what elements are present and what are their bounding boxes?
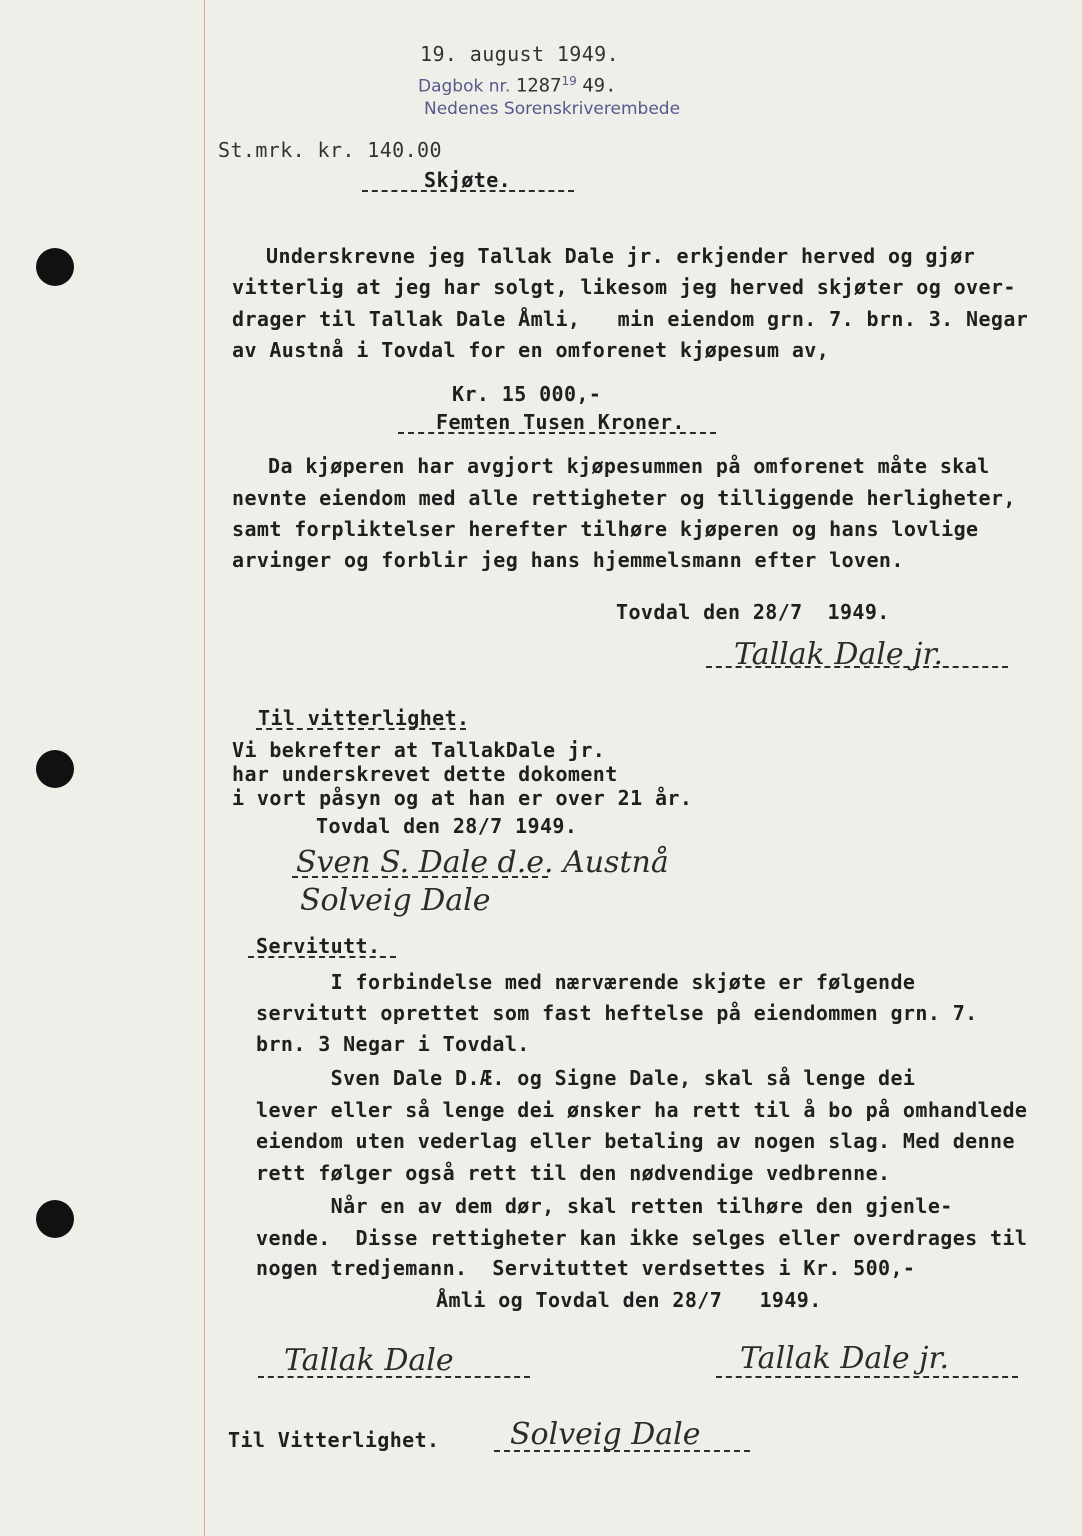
journal-year: 49. <box>582 74 617 97</box>
servitude-line7: rett følger også rett til den nødvendige vedbrenne. <box>256 1161 891 1185</box>
document-title: Skjøte. <box>424 168 512 192</box>
witness-heading-underline <box>256 728 466 730</box>
journal-number: 1287 <box>515 74 562 97</box>
witness-heading: Til vitterlighet. <box>258 706 470 730</box>
witness-signature-1-line <box>292 876 548 878</box>
place-date-1: Tovdal den 28/7 1949. <box>616 600 890 624</box>
servitude-heading: Servitutt. <box>256 934 381 958</box>
place-date-3: Åmli og Tovdal den 28/7 1949. <box>436 1288 822 1312</box>
body1-line2: vitterlig at jeg har solgt, likesom jeg herved skjøter og over- <box>232 275 1016 299</box>
servitude-line6: eiendom uten vederlag eller betaling av nogen slag. Med denne <box>256 1129 1015 1153</box>
witness-signature-2: Solveig Dale <box>300 883 491 918</box>
body2-line1: Da kjøperen har avgjort kjøpesummen på omforenet måte skal <box>268 454 990 478</box>
journal-stamp-office: Nedenes Sorenskriverembede <box>424 99 681 119</box>
witness-line3: i vort påsyn og at han er over 21 år. <box>232 786 693 810</box>
signature-seller: Tallak Dale jr. <box>734 637 944 672</box>
title-underline <box>362 190 574 192</box>
margin-line <box>204 0 205 1536</box>
witness-signature-1: Sven S. Dale d.e. Austnå <box>296 845 669 880</box>
servitude-line8: Når en av dem dør, skal retten tilhøre den gjenle- <box>256 1194 953 1218</box>
place-date-2: Tovdal den 28/7 1949. <box>316 814 578 838</box>
body2-line3: samt forpliktelser herefter tilhøre kjøperen og hans lovlige <box>232 517 979 541</box>
witness2-heading: Til Vitterlighet. <box>228 1428 440 1452</box>
signature-buyer-line <box>258 1376 530 1378</box>
signature-seller-2-line <box>716 1376 1018 1378</box>
punch-hole-middle <box>36 750 74 788</box>
body1-line1: Underskrevne jeg Tallak Dale jr. erkjender herved og gjør <box>266 244 976 268</box>
punch-hole-bottom <box>36 1200 74 1238</box>
servitude-line9: vende. Disse rettigheter kan ikke selges eller overdrages til <box>256 1226 1028 1250</box>
servitude-line1: I forbindelse med nærværende skjøte er følgende <box>256 970 916 994</box>
body1-line4: av Austnå i Tovdal for en omforenet kjøpesum av, <box>232 338 830 362</box>
servitude-line2: servitutt oprettet som fast heftelse på eiendommen grn. 7. <box>256 1001 978 1025</box>
servitude-heading-underline <box>248 956 396 958</box>
witness2-signature-line <box>494 1450 750 1452</box>
journal-century: 19 <box>561 74 577 88</box>
purchase-amount-words: Femten Tusen Kroner. <box>436 410 685 434</box>
header-date: 19. august 1949. <box>420 42 620 66</box>
servitude-line4: Sven Dale D.Æ. og Signe Dale, skal så lenge dei <box>256 1066 916 1090</box>
witness2-signature: Solveig Dale <box>510 1417 701 1452</box>
witness-line2: har underskrevet dette dokoment <box>232 762 618 786</box>
signature-seller-line <box>706 666 1008 668</box>
purchase-amount: Kr. 15 000,- <box>452 382 602 406</box>
body1-line3: drager til Tallak Dale Åmli, min eiendom grn. 7. brn. 3. Negar <box>232 307 1029 331</box>
stamp-duty: St.mrk. kr. 140.00 <box>218 138 442 162</box>
servitude-line3: brn. 3 Negar i Tovdal. <box>256 1032 530 1056</box>
signature-seller-2: Tallak Dale jr. <box>740 1341 950 1376</box>
servitude-line5: lever eller så lenge dei ønsker ha rett til å bo på omhandlede <box>256 1098 1028 1122</box>
journal-stamp-line1 <box>418 70 617 98</box>
amount-underline <box>398 432 716 434</box>
punch-hole-top <box>36 248 74 286</box>
witness-line1: Vi bekrefter at TallakDale jr. <box>232 738 606 762</box>
body2-line2: nevnte eiendom med alle rettigheter og tilliggende herligheter, <box>232 486 1016 510</box>
journal-label: Dagbok nr. <box>418 76 511 97</box>
body2-line4: arvinger og forblir jeg hans hjemmelsmann efter loven. <box>232 548 904 572</box>
servitude-line10: nogen tredjemann. Servituttet verdsettes i Kr. 500,- <box>256 1256 916 1280</box>
signature-buyer: Tallak Dale <box>284 1343 454 1378</box>
